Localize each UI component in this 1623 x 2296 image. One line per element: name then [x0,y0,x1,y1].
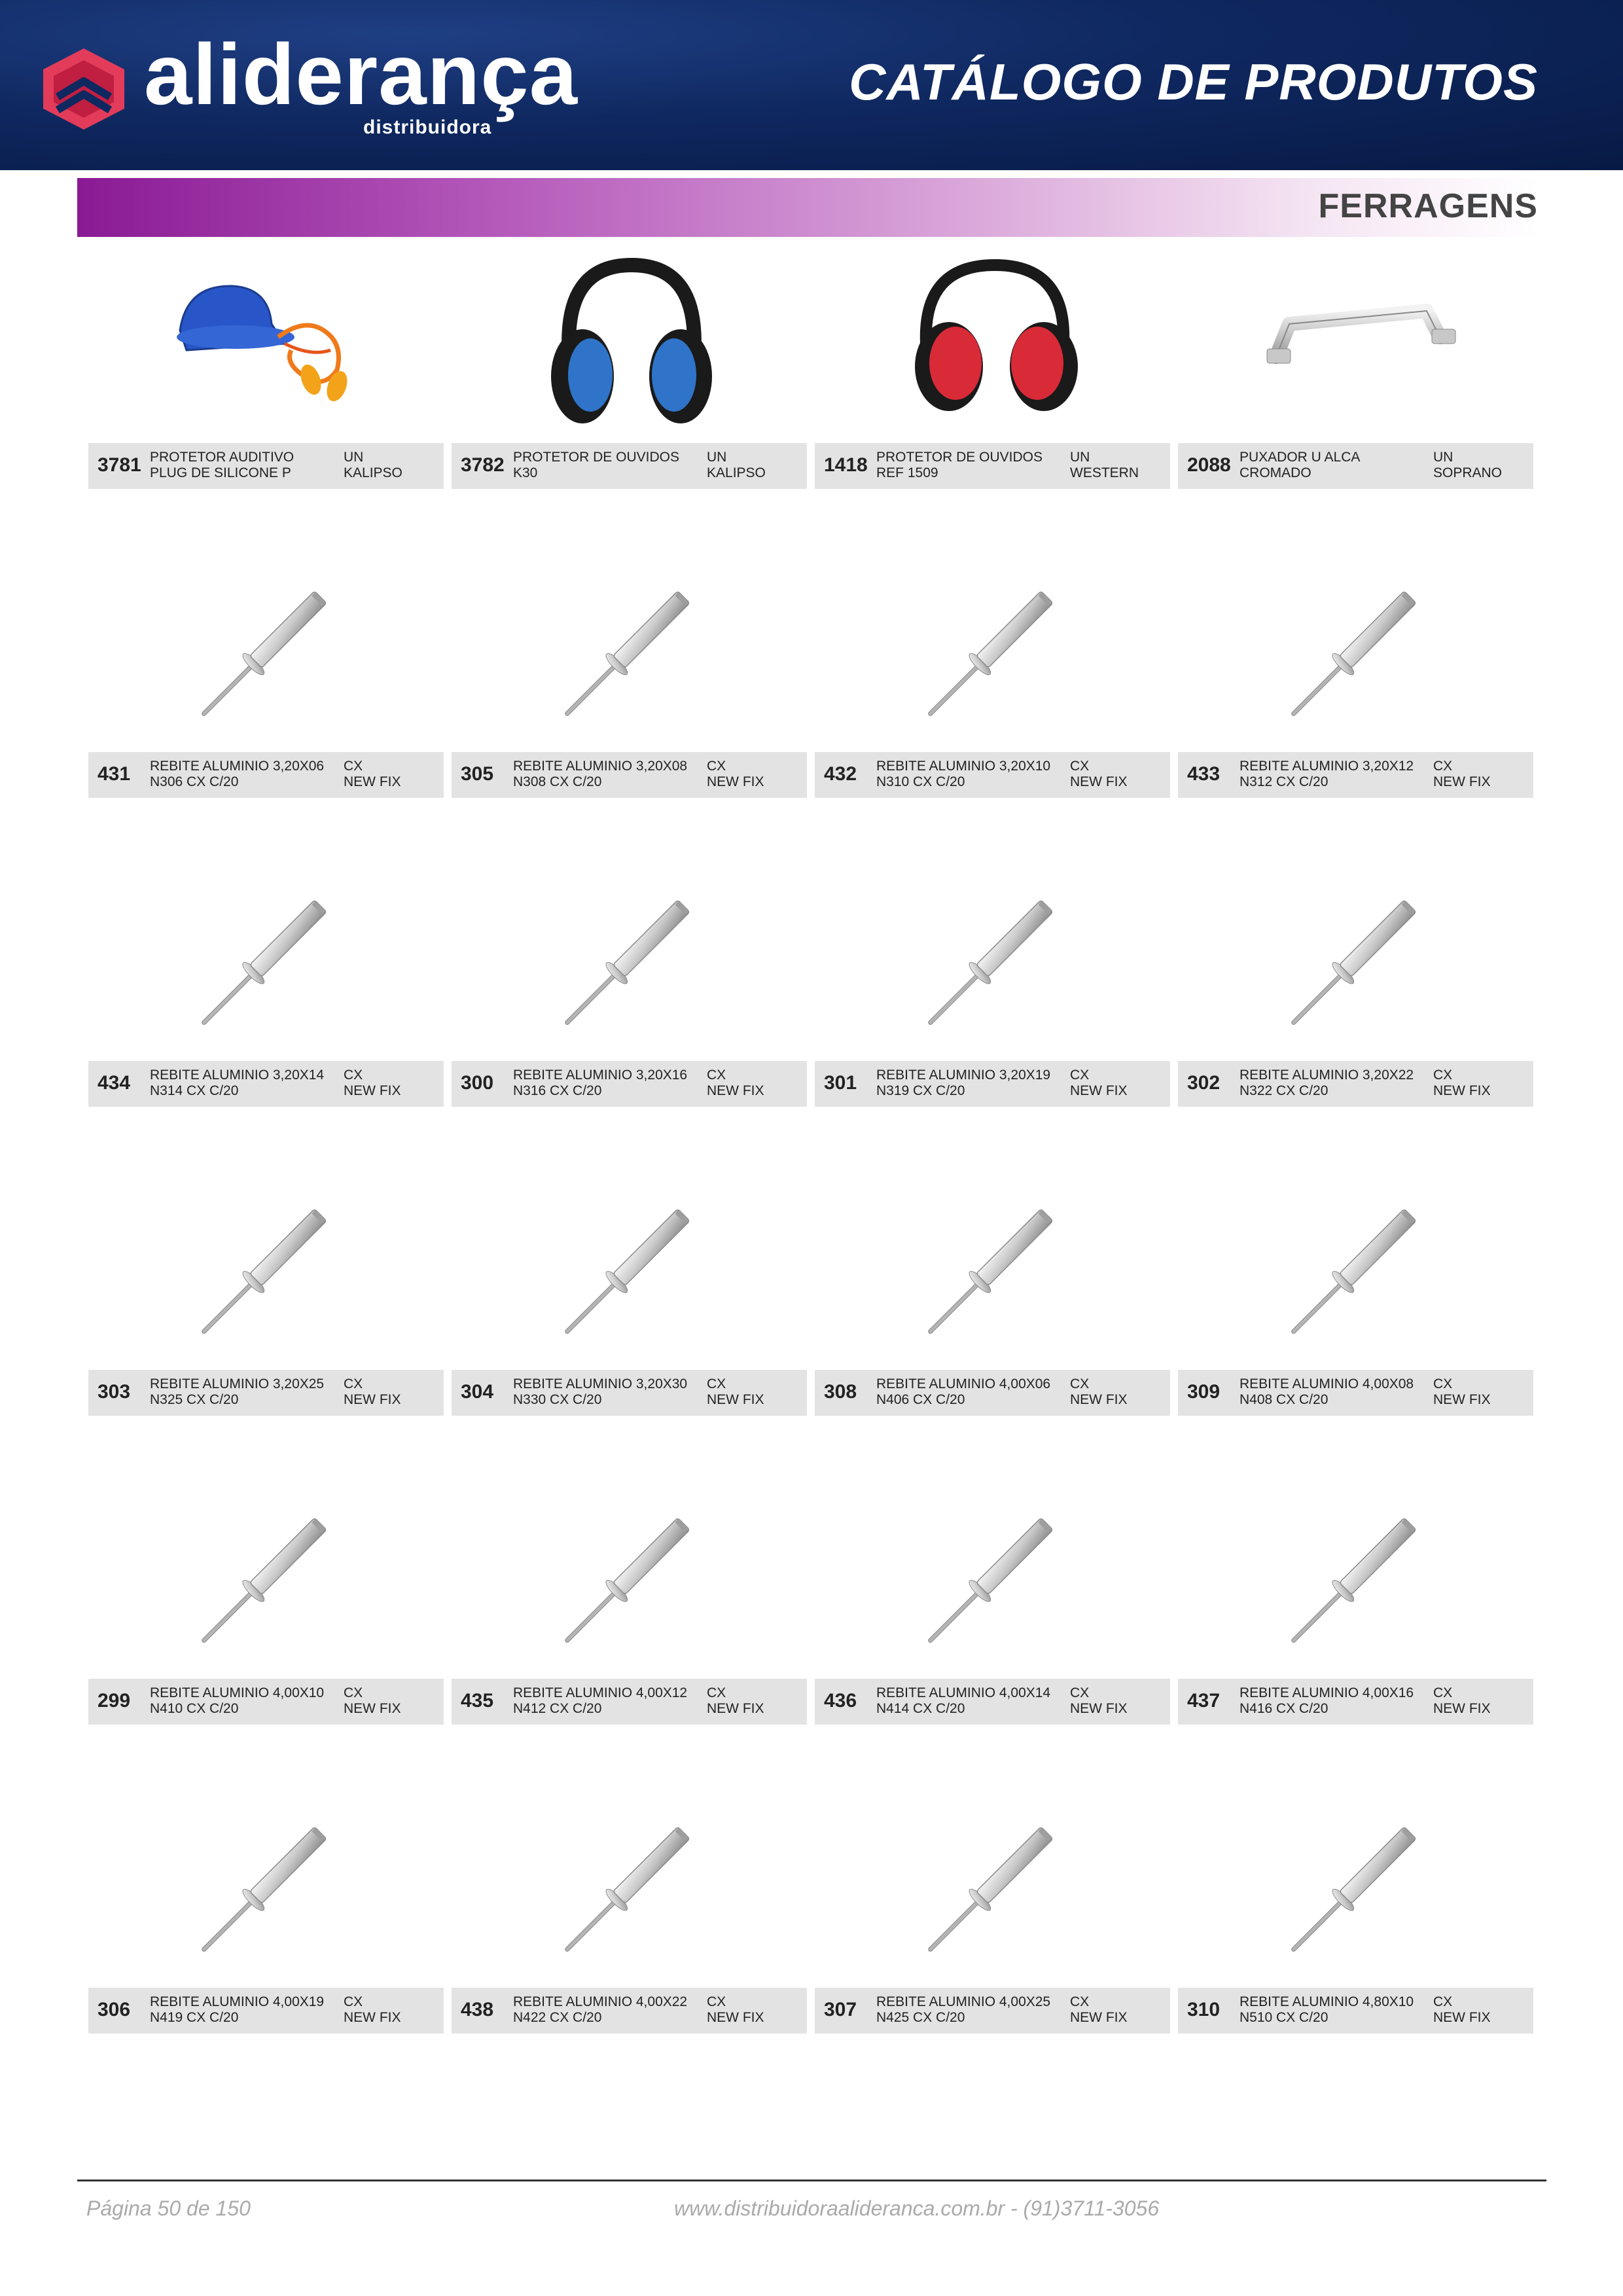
product-brand: NEW FIX [344,1083,401,1098]
rivet-icon [88,1481,444,1677]
product-unit: CX [707,759,726,774]
product-card [815,554,1170,850]
product-description-line2: CROMADO [1240,465,1311,480]
product-info [815,1061,1170,1107]
product-card [88,245,444,541]
product-description-line2: N422 CX C/20 [513,2010,602,2025]
rivet-icon [1178,863,1533,1060]
product-description-line1: REBITE ALUMINIO 3,20X14 [150,1067,325,1083]
product-description [150,450,340,481]
product-unit: CX [1433,1376,1453,1391]
product-description [513,1067,703,1099]
earmuff-blue-icon [452,245,807,442]
product-description-line1: REBITE ALUMINIO 4,00X12 [513,1685,688,1700]
product-description-line2: PLUG DE SILICONE P [150,465,291,480]
product-row [88,245,1535,541]
product-unit: UN [707,450,727,465]
product-info [815,443,1170,489]
product-description-line1: REBITE ALUMINIO 4,00X16 [1240,1685,1414,1700]
rivet-icon [815,1790,1170,1986]
product-unit-brand [344,1067,442,1099]
product-description [876,759,1066,790]
product-unit: CX [1070,1067,1090,1083]
product-brand: NEW FIX [707,2010,764,2025]
product-brand: NEW FIX [344,774,401,789]
product-info [1178,752,1533,798]
product-description [150,1685,340,1717]
product-unit: CX [1070,1376,1090,1391]
footer-contact: www.distribuidoraalideranca.com.br - (91)3711-3056 [674,2197,1160,2220]
product-info [815,1370,1170,1416]
product-description-line1: PROTETOR DE OUVIDOS [513,450,679,465]
product-info [452,1061,807,1107]
product-info [815,1679,1170,1725]
product-card [815,1172,1170,1468]
product-code: 436 [824,1690,857,1712]
product-card [1178,1172,1533,1468]
product-brand: NEW FIX [1070,1701,1128,1716]
product-brand: KALIPSO [344,465,402,480]
product-unit: CX [1433,1685,1453,1700]
product-card [1178,554,1533,850]
product-description-line2: N406 CX C/20 [876,1392,965,1407]
rivet-icon [452,863,807,1060]
product-description-line1: PUXADOR U ALCA [1240,450,1361,465]
product-unit-brand [1070,1376,1168,1408]
product-card [88,1172,444,1468]
product-unit: CX [707,1376,726,1391]
product-description [1240,1376,1429,1408]
product-unit: CX [1070,1994,1090,2009]
earmuff-red-icon [815,245,1170,442]
product-unit-brand [707,1685,805,1717]
rivet-icon [1178,1481,1533,1677]
product-brand: NEW FIX [707,1083,764,1098]
product-description-line2: N308 CX C/20 [513,774,602,789]
product-info [1178,443,1533,489]
product-unit: CX [344,759,363,774]
product-info [88,443,444,489]
product-description-line1: REBITE ALUMINIO 4,00X25 [876,1994,1051,2009]
product-code: 304 [461,1381,494,1403]
product-description-line2: N408 CX C/20 [1240,1392,1329,1407]
product-code: 434 [98,1072,131,1094]
product-code: 2088 [1187,454,1231,476]
rivet-icon [815,1481,1170,1677]
rivet-icon [452,1790,807,1986]
product-code: 303 [98,1381,131,1403]
product-card [815,1790,1170,2086]
product-code: 300 [461,1072,494,1094]
product-card [1178,245,1533,541]
product-card [88,554,444,850]
product-description-line2: N312 CX C/20 [1240,774,1329,789]
product-unit: UN [1070,450,1090,465]
product-description-line2: REF 1509 [876,465,938,480]
product-code: 431 [98,763,131,785]
product-description-line1: REBITE ALUMINIO 3,20X16 [513,1067,688,1083]
rivet-icon [452,554,807,751]
product-unit-brand [344,759,442,790]
product-description [1240,450,1429,481]
product-info [88,1679,444,1725]
page-number: Página 50 de 150 [86,2197,251,2220]
product-description [513,450,703,481]
product-description-line1: REBITE ALUMINIO 3,20X10 [876,759,1051,774]
rivet-icon [88,554,444,751]
product-card [815,1481,1170,1777]
product-description-line2: N414 CX C/20 [876,1701,965,1716]
product-card [452,1172,807,1468]
product-info [452,752,807,798]
product-code: 433 [1187,763,1221,785]
product-brand: NEW FIX [1433,2010,1491,2025]
product-description-line1: REBITE ALUMINIO 3,20X22 [1240,1067,1414,1083]
product-description-line1: REBITE ALUMINIO 3,20X19 [876,1067,1051,1083]
product-info [1178,1988,1533,2034]
product-card [88,1790,444,2086]
product-brand: NEW FIX [707,1392,764,1407]
brand-name: aliderança [144,26,579,122]
product-unit: CX [344,1376,363,1391]
product-unit-brand [1433,1067,1531,1099]
product-unit: CX [1433,759,1453,774]
product-unit-brand [707,1067,805,1099]
product-description-line2: N412 CX C/20 [513,1701,602,1716]
product-card [1178,1790,1533,2086]
product-info [815,752,1170,798]
product-description [876,1067,1066,1099]
product-row [88,1481,1535,1777]
product-code: 306 [98,1999,131,2020]
product-code: 302 [1187,1072,1221,1094]
product-card [815,863,1170,1159]
product-unit-brand [344,450,442,481]
product-unit: UN [344,450,364,465]
product-row [88,1790,1535,2086]
product-description [150,1994,340,2026]
product-description-line2: N314 CX C/20 [150,1083,239,1098]
product-description [513,1994,703,2026]
product-card [815,245,1170,541]
product-unit-brand [707,1376,805,1408]
brand-subtitle: distribuidora [363,117,492,138]
product-description [1240,1994,1429,2026]
product-description-line2: N425 CX C/20 [876,2010,965,2025]
product-unit: CX [1433,1994,1453,2009]
product-unit-brand [344,1994,442,2026]
product-description-line1: REBITE ALUMINIO 3,20X06 [150,759,325,774]
product-brand: NEW FIX [1433,774,1491,789]
handle-icon [1178,245,1533,442]
product-info [1178,1061,1533,1107]
rivet-icon [815,863,1170,1060]
product-description [876,1994,1066,2026]
product-description-line2: N322 CX C/20 [1240,1083,1329,1098]
product-description-line2: K30 [513,465,538,480]
product-code: 299 [98,1690,131,1712]
product-brand: NEW FIX [344,1701,401,1716]
product-code: 432 [824,763,857,785]
rivet-icon [1178,1172,1533,1369]
product-description-line2: N510 CX C/20 [1240,2010,1329,2025]
product-description-line1: REBITE ALUMINIO 3,20X30 [513,1376,688,1391]
product-info [88,1988,444,2034]
product-unit-brand [1070,1067,1168,1099]
product-unit-brand [1433,1994,1531,2026]
product-info [452,443,807,489]
product-description [513,1685,703,1717]
product-unit-brand [1433,450,1531,481]
product-unit: CX [344,1685,363,1700]
product-card [452,245,807,541]
product-info [1178,1370,1533,1416]
product-card [88,863,444,1159]
product-description-line1: REBITE ALUMINIO 3,20X25 [150,1376,325,1391]
product-description-line1: PROTETOR DE OUVIDOS [876,450,1043,465]
product-card [452,863,807,1159]
page-header [0,0,1623,170]
product-description-line1: REBITE ALUMINIO 4,00X14 [876,1685,1051,1700]
product-brand: NEW FIX [707,1701,764,1716]
product-code: 3782 [461,454,505,476]
product-description-line1: REBITE ALUMINIO 4,80X10 [1240,1994,1414,2009]
rivet-icon [452,1481,807,1677]
product-unit-brand [1070,1685,1168,1717]
product-brand: NEW FIX [1070,2010,1128,2025]
product-unit-brand [707,759,805,790]
product-description-line1: REBITE ALUMINIO 4,00X08 [1240,1376,1414,1391]
product-code: 309 [1187,1381,1221,1403]
product-description [876,1376,1066,1408]
product-code: 1418 [824,454,868,476]
product-brand: SOPRANO [1433,465,1503,480]
rivet-icon [1178,554,1533,751]
product-brand: NEW FIX [707,774,764,789]
product-description-line2: N330 CX C/20 [513,1392,602,1407]
catalog-title: CATÁLOGO DE PRODUTOS [849,53,1538,111]
product-unit: CX [344,1994,363,2009]
product-brand: NEW FIX [1433,1083,1491,1098]
product-code: 301 [824,1072,857,1094]
product-info [88,1370,444,1416]
rivet-icon [88,1172,444,1369]
product-unit-brand [1070,450,1168,481]
product-description [1240,1067,1429,1099]
product-card [1178,863,1533,1159]
product-description-line1: REBITE ALUMINIO 3,20X12 [1240,759,1414,774]
product-description [876,450,1066,481]
rivet-icon [88,1790,444,1986]
product-description-line2: N325 CX C/20 [150,1392,239,1407]
product-description-line1: REBITE ALUMINIO 4,00X22 [513,1994,688,2009]
rivet-icon [88,863,444,1060]
product-unit: CX [1070,1685,1090,1700]
product-description-line2: N316 CX C/20 [513,1083,602,1098]
product-description-line2: N306 CX C/20 [150,774,239,789]
product-unit-brand [1070,1994,1168,2026]
product-info [452,1679,807,1725]
product-description [513,1376,703,1408]
section-title: FERRAGENS [1318,187,1538,225]
product-brand: NEW FIX [344,2010,401,2025]
product-row [88,863,1535,1159]
product-description-line2: N319 CX C/20 [876,1083,965,1098]
product-unit-brand [1433,1376,1531,1408]
rivet-icon [815,1172,1170,1369]
product-description-line1: PROTETOR AUDITIVO [150,450,294,465]
product-brand: NEW FIX [1070,1083,1128,1098]
product-unit-brand [344,1685,442,1717]
product-description [1240,1685,1429,1717]
product-brand: NEW FIX [1070,1392,1128,1407]
product-code: 3781 [98,454,141,476]
product-info [88,1061,444,1107]
product-unit: CX [707,1685,726,1700]
product-code: 308 [824,1381,857,1403]
footer-divider [77,2179,1546,2181]
product-unit-brand [1433,759,1531,790]
product-description [876,1685,1066,1717]
helmet-earplug-icon [88,245,444,442]
product-unit: UN [1433,450,1454,465]
product-row [88,1172,1535,1468]
product-unit: CX [707,1067,726,1083]
product-card [452,1481,807,1777]
product-unit: CX [344,1067,363,1083]
product-code: 437 [1187,1690,1221,1712]
rivet-icon [815,554,1170,751]
product-info [452,1370,807,1416]
product-info [815,1988,1170,2034]
product-brand: NEW FIX [1433,1701,1491,1716]
rivet-icon [452,1172,807,1369]
product-unit-brand [707,450,805,481]
product-brand: WESTERN [1070,465,1139,480]
rivet-icon [1178,1790,1533,1986]
product-row [88,554,1535,850]
product-description-line2: N416 CX C/20 [1240,1701,1329,1716]
product-card [452,554,807,850]
product-card [88,1481,444,1777]
product-unit: CX [707,1994,726,2009]
product-info [88,752,444,798]
product-description-line2: N410 CX C/20 [150,1701,239,1716]
product-description [1240,759,1429,790]
product-card [452,1790,807,2086]
product-code: 435 [461,1690,494,1712]
product-description [150,759,340,790]
product-description [513,759,703,790]
product-brand: NEW FIX [1070,774,1128,789]
product-description-line2: N419 CX C/20 [150,2010,239,2025]
product-code: 438 [461,1999,494,2020]
product-code: 305 [461,763,494,785]
product-description [150,1376,340,1408]
product-unit: CX [1070,759,1090,774]
product-brand: NEW FIX [344,1392,401,1407]
product-unit-brand [1433,1685,1531,1717]
product-description-line1: REBITE ALUMINIO 4,00X19 [150,1994,325,2009]
product-description-line2: N310 CX C/20 [876,774,965,789]
product-unit-brand [1070,759,1168,790]
product-info [452,1988,807,2034]
product-info [1178,1679,1533,1725]
product-unit-brand [707,1994,805,2026]
product-description-line1: REBITE ALUMINIO 4,00X06 [876,1376,1051,1391]
product-unit-brand [344,1376,442,1408]
product-description-line1: REBITE ALUMINIO 4,00X10 [150,1685,325,1700]
product-code: 307 [824,1999,857,2020]
product-description [150,1067,340,1099]
product-code: 310 [1187,1999,1221,2020]
logo-icon [38,46,130,132]
product-card [1178,1481,1533,1777]
product-brand: KALIPSO [707,465,766,480]
product-description-line1: REBITE ALUMINIO 3,20X08 [513,759,688,774]
product-unit: CX [1433,1067,1453,1083]
product-brand: NEW FIX [1433,1392,1491,1407]
